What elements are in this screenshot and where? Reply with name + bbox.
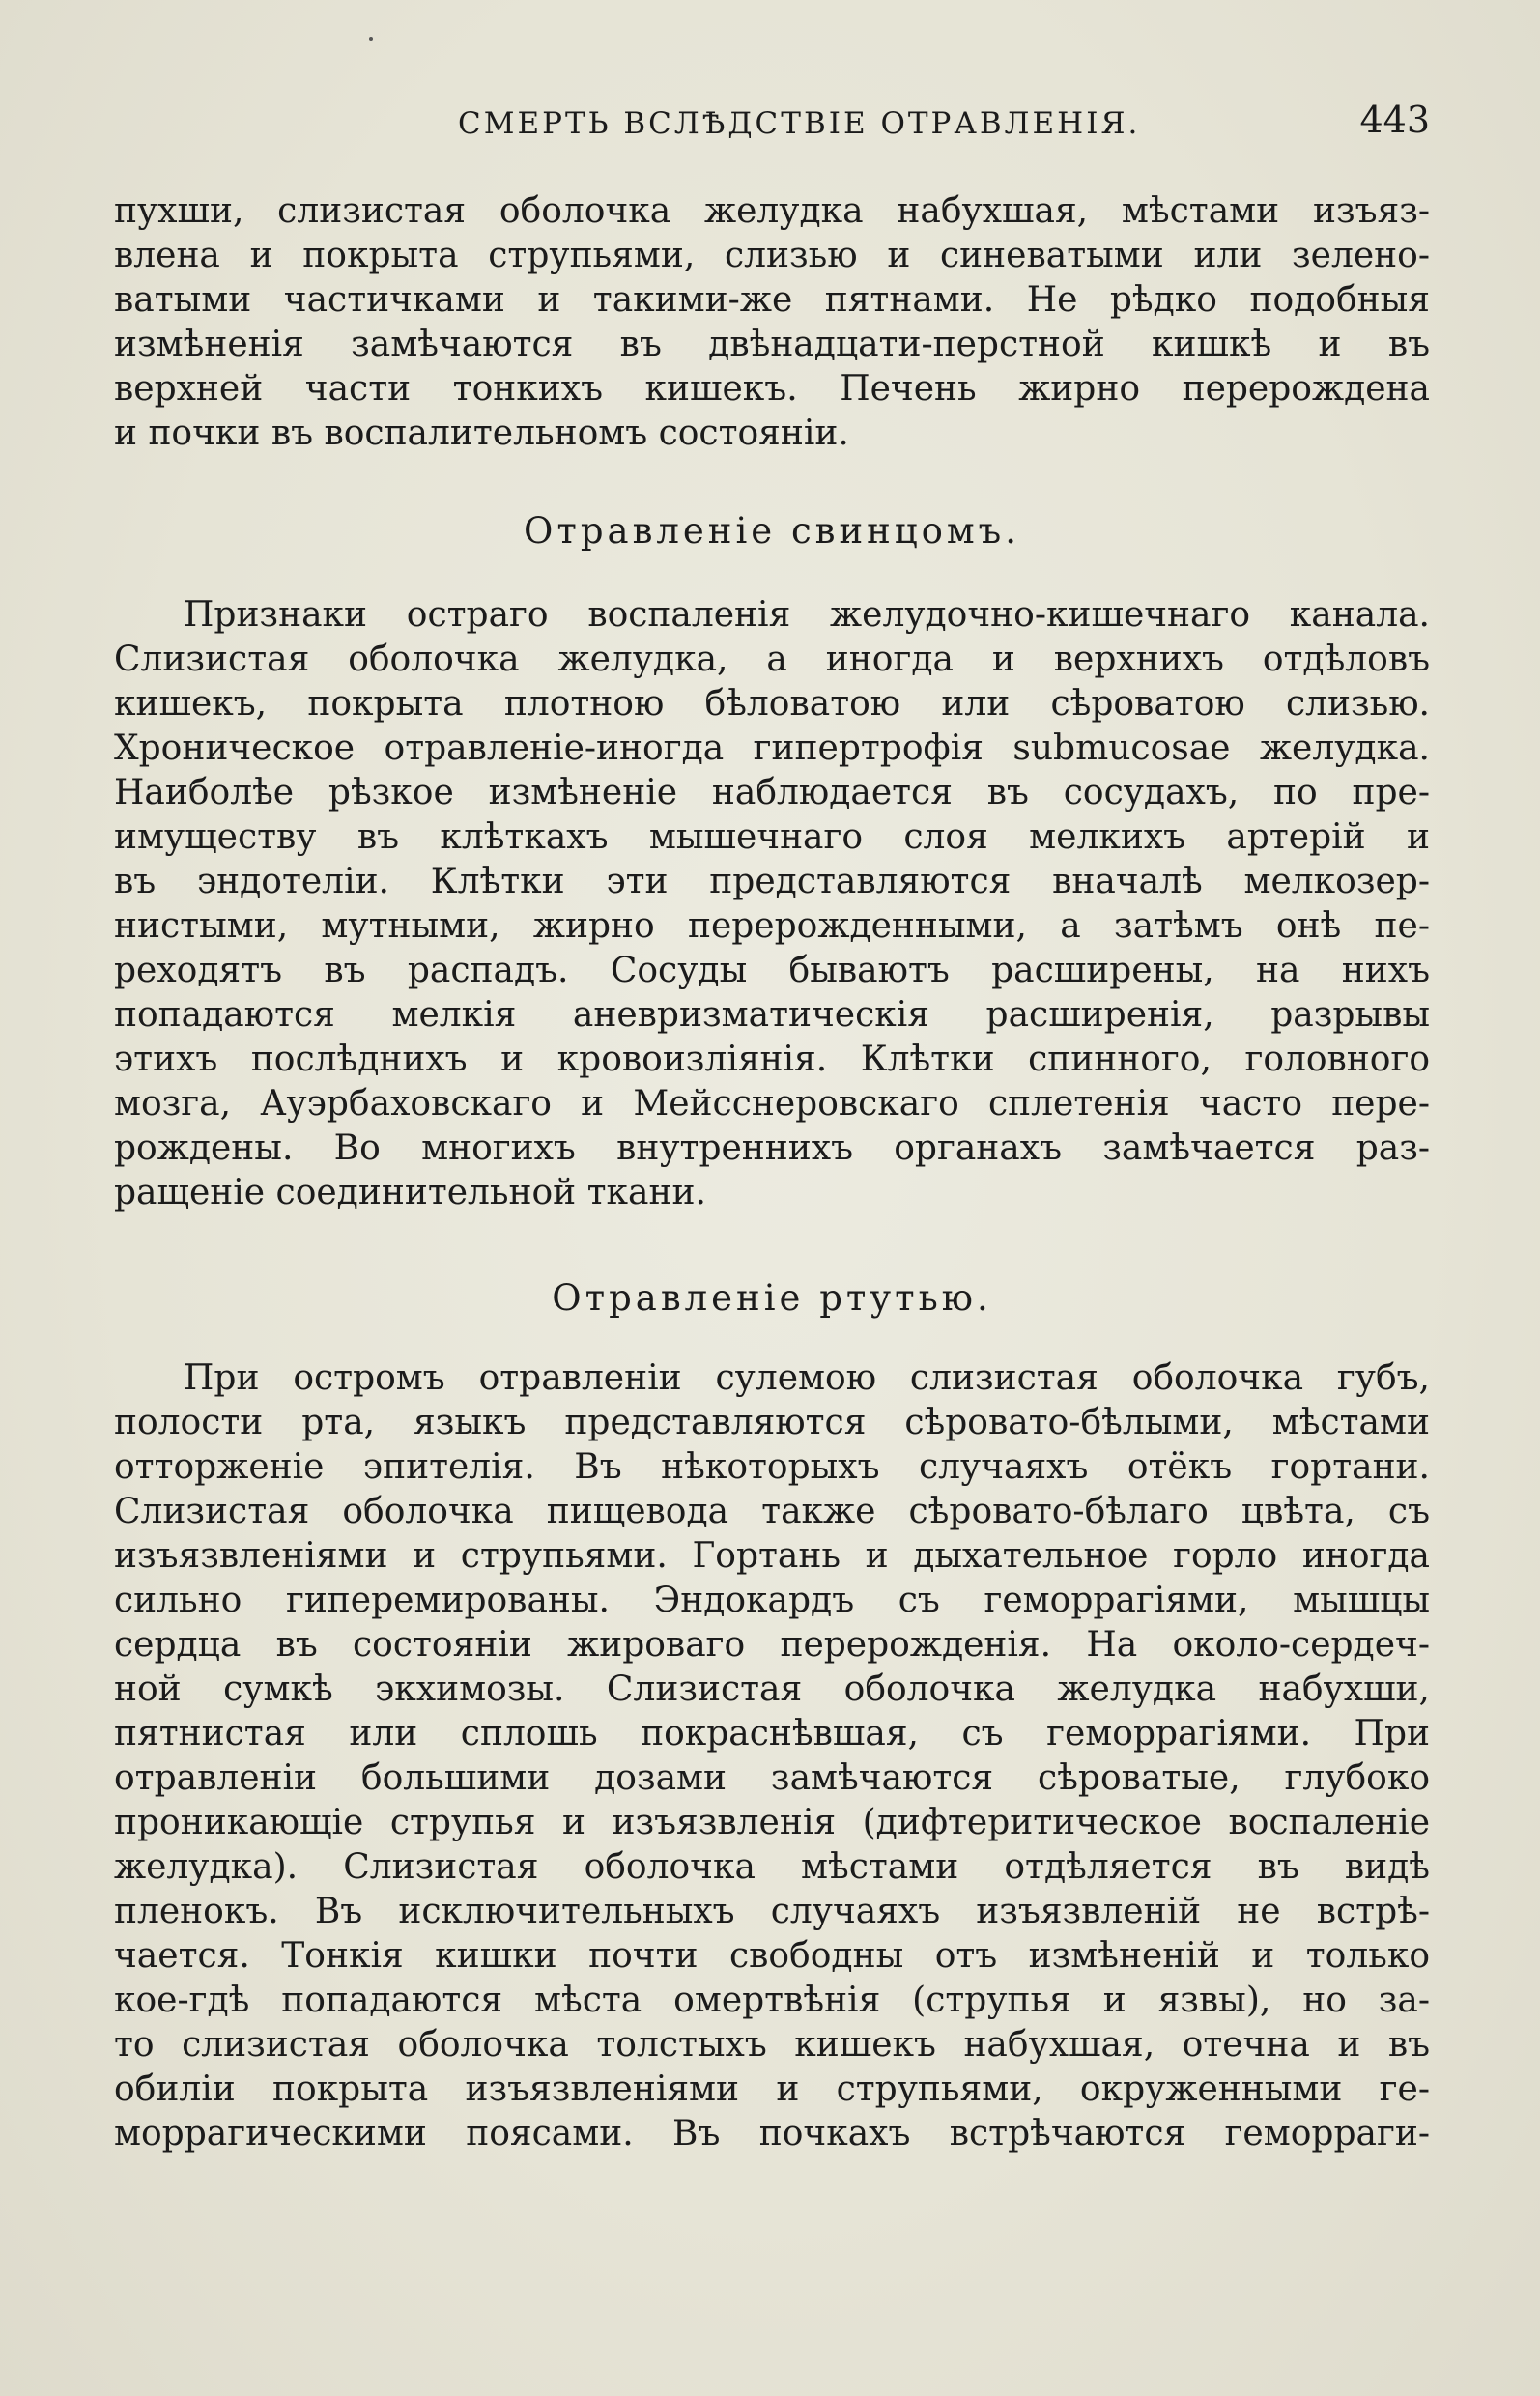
text-line: обиліи покрыта изъязвленіями и струпьями, окруженными ге- bbox=[114, 2069, 1430, 2109]
paper-speck bbox=[369, 37, 373, 41]
text-line: ращеніе соединительной ткани. bbox=[114, 1173, 706, 1212]
text-line: Слизистая оболочка пищевода также сѣровато-бѣлаго цвѣта, съ bbox=[114, 1492, 1430, 1531]
text-line: моррагическими поясами. Въ почкахъ встрѣчаются геморраги- bbox=[114, 2114, 1430, 2154]
section-heading-lead: Отравленіе свинцомъ. bbox=[524, 510, 1020, 552]
text-line: нистыми, мутными, жирно перерожденными, а затѣмъ онѣ пе- bbox=[114, 906, 1430, 946]
text-line: влена и покрыта струпьями, слизью и синеватыми или зелено- bbox=[114, 236, 1430, 275]
running-title: СМЕРТЬ ВСЛѢДСТВІЕ ОТРАВЛЕНІЯ. bbox=[458, 106, 1141, 141]
text-line: Признаки остраго воспаленія желудочно-кишечнаго канала. bbox=[184, 595, 1430, 635]
text-line: При остромъ отравленіи сулемою слизистая оболочка губъ, bbox=[184, 1358, 1430, 1398]
text-line: Наиболѣе рѣзкое измѣненіе наблюдается въ сосудахъ, по пре- bbox=[114, 773, 1430, 813]
text-line: Хроническое отравленіе-иногда гипертрофія submucosae желудка. bbox=[114, 728, 1430, 768]
text-line: полости рта, языкъ представляются сѣровато-бѣлыми, мѣстами bbox=[114, 1403, 1430, 1442]
text-line: верхней части тонкихъ кишекъ. Печень жирно перерождена bbox=[114, 369, 1430, 409]
text-line: рождены. Во многихъ внутреннихъ органахъ замѣчается раз- bbox=[114, 1128, 1430, 1168]
text-line: попадаются мелкія аневризматическія расширенія, разрывы bbox=[114, 995, 1430, 1035]
text-line: то слизистая оболочка толстыхъ кишекъ набухшая, отечна и въ bbox=[114, 2025, 1430, 2065]
paragraph-lead-poisoning bbox=[114, 593, 1430, 1215]
text-line: реходятъ въ распадъ. Сосуды бываютъ расширены, на нихъ bbox=[114, 951, 1430, 990]
text-line: сердца въ состояніи жироваго перерожденія. На около-сердеч- bbox=[114, 1625, 1430, 1665]
text-line: и почки въ воспалительномъ состояніи. bbox=[114, 414, 849, 453]
text-line: пленокъ. Въ исключительныхъ случаяхъ изъязвленій не встрѣ- bbox=[114, 1892, 1430, 1931]
page-number: 443 bbox=[1359, 99, 1430, 141]
text-line: мозга, Ауэрбаховскаго и Мейсснеровскаго сплетенія часто пере- bbox=[114, 1084, 1430, 1124]
text-line: проникающіе струпья и изъязвленія (дифтеритическое воспаленіе bbox=[114, 1803, 1430, 1842]
text-line: этихъ послѣднихъ и кровоизліянія. Клѣтки спинного, головного bbox=[114, 1040, 1430, 1079]
text-line: кишекъ, покрыта плотною бѣловатою или сѣроватою слизью. bbox=[114, 684, 1430, 724]
text-line: отравленіи большими дозами замѣчаются сѣроватые, глубоко bbox=[114, 1758, 1430, 1798]
text-line: пухши, слизистая оболочка желудка набухшая, мѣстами изъяз- bbox=[114, 191, 1430, 231]
running-head bbox=[114, 99, 1430, 147]
text-line: въ эндотеліи. Клѣтки эти представляются вначалѣ мелкозер- bbox=[114, 862, 1430, 901]
text-line: измѣненія замѣчаются въ двѣнадцати-перстной кишкѣ и въ bbox=[114, 325, 1430, 364]
paragraph-continued bbox=[114, 189, 1430, 456]
text-line: изъязвленіями и струпьями. Гортань и дыхательное горло иногда bbox=[114, 1536, 1430, 1576]
text-line: кое-гдѣ попадаются мѣста омертвѣнія (струпья и язвы), но за- bbox=[114, 1981, 1430, 2020]
text-line: сильно гиперемированы. Эндокардъ съ геморрагіями, мышцы bbox=[114, 1581, 1430, 1620]
text-line: имуществу въ клѣткахъ мышечнаго слоя мелкихъ артерій и bbox=[114, 817, 1430, 857]
text-line: чается. Тонкія кишки почти свободны отъ измѣненій и только bbox=[114, 1936, 1430, 1976]
section-heading-mercury: Отравленіе ртутью. bbox=[552, 1277, 992, 1319]
paragraph-mercury-poisoning bbox=[114, 1356, 1430, 2156]
text-line: ватыми частичками и такими-же пятнами. Не рѣдко подобныя bbox=[114, 280, 1430, 320]
text-line: желудка). Слизистая оболочка мѣстами отдѣляется въ видѣ bbox=[114, 1847, 1430, 1887]
text-line: Слизистая оболочка желудка, а иногда и верхнихъ отдѣловъ bbox=[114, 640, 1430, 679]
text-line: ной сумкѣ экхимозы. Слизистая оболочка желудка набухши, bbox=[114, 1669, 1430, 1709]
text-line: пятнистая или сплошь покраснѣвшая, съ геморрагіями. При bbox=[114, 1714, 1430, 1754]
text-line: отторженіе эпителія. Въ нѣкоторыхъ случаяхъ отёкъ гортани. bbox=[114, 1447, 1430, 1487]
